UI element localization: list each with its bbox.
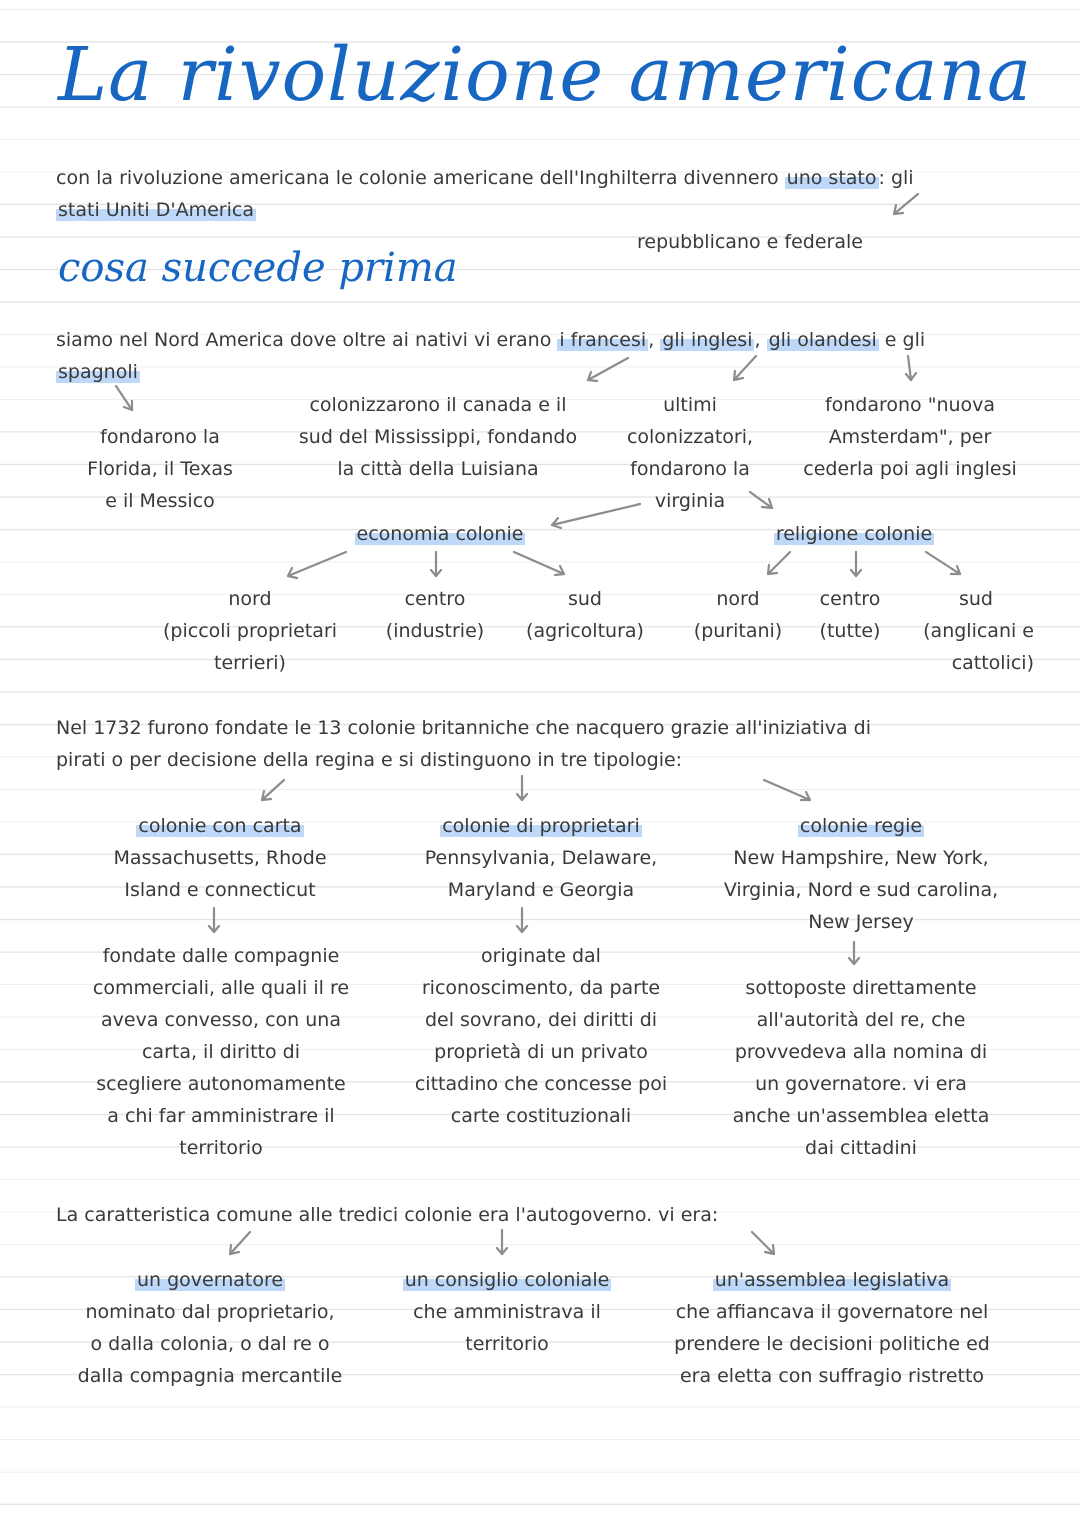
arrow xyxy=(431,552,441,576)
arrow xyxy=(894,194,918,214)
desc-line: sottoposte direttamente xyxy=(745,977,977,999)
olandesi-highlight: gli olandesi xyxy=(768,329,877,351)
desc-line: scegliere autonomamente xyxy=(96,1073,346,1095)
governatore-title: un governatore xyxy=(136,1269,284,1291)
colonie-carta-states: Island e connecticut xyxy=(124,879,316,901)
section-title: cosa succede prima xyxy=(58,245,458,291)
arrow xyxy=(517,776,527,800)
intro-text-end: : gli xyxy=(878,167,914,189)
desc-line: che amministrava il xyxy=(413,1301,601,1323)
desc-line: territorio xyxy=(179,1137,263,1159)
inglesi-highlight: gli inglesi xyxy=(662,329,753,351)
uno-stato-note: repubblicano e federale xyxy=(637,231,863,253)
note-line: ultimi xyxy=(663,394,717,416)
note-line: Florida, il Texas xyxy=(87,458,233,480)
desc-line: o dalla colonia, o dal re o xyxy=(90,1333,330,1355)
desc-line: carte costituzionali xyxy=(450,1105,632,1127)
desc-line: originate dal xyxy=(481,945,601,967)
economia-sud-label: sud xyxy=(567,588,602,610)
note-line: fondarono "nuova xyxy=(824,394,996,416)
desc-line: all'autorità del re, che xyxy=(756,1009,966,1031)
arrow xyxy=(517,908,527,932)
religione-centro-desc: (tutte) xyxy=(819,620,881,642)
colonie-regie-states: New Jersey xyxy=(808,911,914,933)
arrow xyxy=(116,386,132,410)
desc-line: prendere le decisioni politiche ed xyxy=(674,1333,990,1355)
arrow xyxy=(514,552,564,575)
religione-label: religione colonie xyxy=(775,523,933,545)
arrow xyxy=(849,942,859,964)
religione-nord-desc: (puritani) xyxy=(693,620,783,642)
economia-label: economia colonie xyxy=(356,523,524,545)
arrow xyxy=(230,1232,250,1254)
arrow xyxy=(209,908,219,932)
desc-line: era eletta con suffragio ristretto xyxy=(679,1365,985,1387)
economia-sud-desc: (agricoltura) xyxy=(526,620,644,642)
religione-sud-desc: (anglicani e xyxy=(923,620,1034,642)
colonie-proprietari-title: colonie di proprietari xyxy=(442,815,640,837)
note-line: e il Messico xyxy=(105,490,215,512)
arrow xyxy=(734,356,756,380)
arrow xyxy=(764,780,810,800)
note-line: Amsterdam", per xyxy=(828,426,992,448)
nord-america-text: siamo nel Nord America dove oltre ai nativi vi erano xyxy=(56,329,558,351)
note-line: sud del Mississippi, fondando xyxy=(298,426,578,448)
desc-line: che affiancava il governatore nel xyxy=(675,1301,989,1323)
consiglio-title: un consiglio coloniale xyxy=(404,1269,610,1291)
desc-line: del sovrano, dei diritti di xyxy=(424,1009,658,1031)
arrow xyxy=(851,552,861,576)
arrow xyxy=(497,1230,507,1254)
sep: , xyxy=(754,329,767,351)
arrow xyxy=(752,1232,774,1254)
desc-line: carta, il diritto di xyxy=(141,1041,300,1063)
desc-line: a chi far amministrare il xyxy=(107,1105,335,1127)
spagnoli-highlight: spagnoli xyxy=(58,361,138,383)
colonie-regie-states: New Hampshire, New York, xyxy=(733,847,989,869)
arrow xyxy=(768,552,790,574)
desc-line: commerciali, alle quali il re xyxy=(92,977,350,999)
desc-line: un governatore. vi era xyxy=(755,1073,967,1095)
religione-sud-desc: cattolici) xyxy=(951,652,1034,674)
note-line: colonizzatori, xyxy=(626,426,754,448)
desc-line: fondate dalle compagnie xyxy=(102,945,340,967)
colonie-proprietari-states: Pennsylvania, Delaware, xyxy=(424,847,658,869)
sep: , xyxy=(648,329,661,351)
desc-line: dai cittadini xyxy=(805,1137,917,1159)
arrow xyxy=(588,358,628,381)
colonie-proprietari-states: Maryland e Georgia xyxy=(447,879,635,901)
desc-line: proprietà di un privato xyxy=(434,1041,648,1063)
desc-line: provvedeva alla nomina di xyxy=(734,1041,988,1063)
economia-centro-desc: (industrie) xyxy=(385,620,485,642)
arrow xyxy=(288,552,346,578)
religione-sud-label: sud xyxy=(958,588,993,610)
desc-line: territorio xyxy=(465,1333,549,1355)
arrow xyxy=(926,552,960,574)
tredici-line-2: pirati o per decisione della regina e si distinguono in tre tipologie: xyxy=(56,749,683,771)
desc-line: dalla compagnia mercantile xyxy=(77,1365,343,1387)
colonie-regie-title: colonie regie xyxy=(799,815,923,837)
note-line: colonizzarono il canada e il xyxy=(309,394,567,416)
stati-uniti-highlight: stati Uniti D'America xyxy=(58,199,254,221)
arrow xyxy=(552,504,640,528)
economia-nord-label: nord xyxy=(228,588,272,610)
sep: e gli xyxy=(878,329,926,351)
religione-centro-label: centro xyxy=(819,588,881,610)
autogoverno-line: La caratteristica comune alle tredici colonie era l'autogoverno. vi era: xyxy=(56,1204,719,1226)
colonie-carta-title: colonie con carta xyxy=(138,815,302,837)
desc-line: nominato dal proprietario, xyxy=(85,1301,335,1323)
francesi-highlight: i francesi xyxy=(559,329,647,351)
tredici-line-1: Nel 1732 furono fondate le 13 colonie britanniche che nacquero grazie all'iniziativa di xyxy=(56,717,871,739)
arrow xyxy=(750,492,772,508)
note-line: virginia xyxy=(654,490,726,512)
desc-line: riconoscimento, da parte xyxy=(421,977,661,999)
note-line: fondarono la xyxy=(630,458,750,480)
assemblea-title: un'assemblea legislativa xyxy=(714,1269,950,1291)
colonie-carta-states: Massachusetts, Rhode xyxy=(113,847,327,869)
economia-nord-desc: (piccoli proprietari xyxy=(163,620,337,642)
desc-line: aveva convesso, con una xyxy=(101,1009,341,1031)
desc-line: anche un'assemblea eletta xyxy=(732,1105,990,1127)
economia-centro-label: centro xyxy=(404,588,466,610)
arrow xyxy=(906,356,916,380)
economia-nord-desc: terrieri) xyxy=(214,652,286,674)
page-title: La rivoluzione americana xyxy=(58,32,1033,118)
religione-nord-label: nord xyxy=(716,588,760,610)
note-line: cederla poi agli inglesi xyxy=(803,458,1017,480)
desc-line: cittadino che concesse poi xyxy=(414,1073,668,1095)
note-line: la città della Luisiana xyxy=(337,458,539,480)
uno-stato-highlight: uno stato xyxy=(786,167,877,189)
colonie-regie-states: Virginia, Nord e sud carolina, xyxy=(723,879,999,901)
note-line: fondarono la xyxy=(100,426,220,448)
intro-text: con la rivoluzione americana le colonie americane dell'Inghilterra divennero xyxy=(56,167,785,189)
arrow xyxy=(262,780,284,800)
